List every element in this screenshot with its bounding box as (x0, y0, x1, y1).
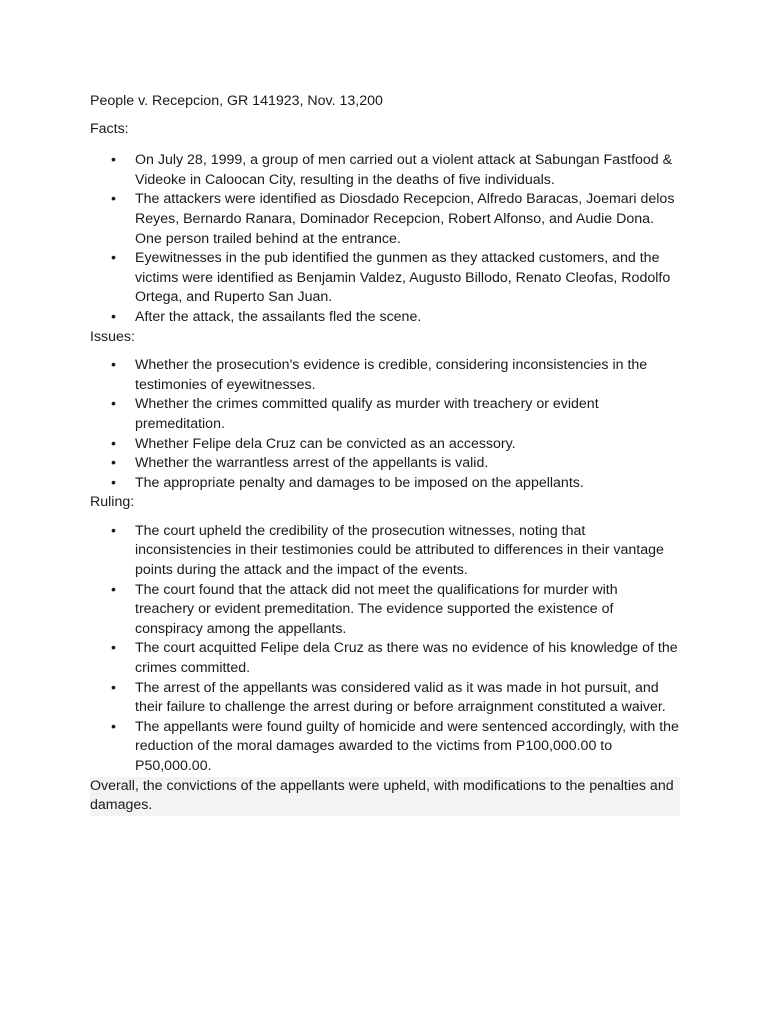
list-item (90, 718, 680, 777)
list-item-text: The court upheld the credibility of the prosecution witnesses, noting that inconsistencies in their testimonies could be attributed to differences in their vantage points during the attack and the impact of the events. (135, 522, 664, 579)
list-item (90, 639, 680, 678)
list-item (90, 308, 680, 328)
bullet-icon: • (111, 640, 116, 657)
list-item (90, 151, 680, 190)
list-item-text: Whether the warrantless arrest of the appellants is valid. (135, 455, 489, 472)
list-item (90, 522, 680, 581)
bullet-icon: • (111, 152, 116, 169)
list-item-text: The arrest of the appellants was considered valid as it was made in hot pursuit, and their failure to challenge the arrest during or before arraignment constituted a waiver. (135, 679, 666, 716)
list-item (90, 395, 680, 434)
document-title: People v. Recepcion, GR 141923, Nov. 13,200 (90, 93, 383, 109)
list-item (90, 454, 680, 474)
ruling-heading: Ruling: (90, 494, 135, 511)
list-item-text: The attackers were identified as Diosdado Recepcion, Alfredo Baracas, Joemari delos Reyes, Bernardo Ranara, Dominador Recepcion, Robert Alfonso, and Audie Dona. One person trailed behind at the entrance. (135, 191, 675, 247)
list-item (90, 356, 680, 395)
bullet-icon: • (111, 396, 116, 413)
list-item-text: Eyewitnesses in the pub identified the gunmen as they attacked customers, and the victims were identified as Benjamin Valdez, Augusto Billodo, Renato Cleofas, Rodolfo Ortega, and Ruperto San Juan. (135, 250, 671, 306)
list-item-text: Whether the crimes committed qualify as murder with treachery or evident premeditation. (135, 396, 599, 432)
bullet-icon: • (111, 250, 116, 267)
list-item (90, 581, 680, 640)
bullet-icon: • (111, 435, 116, 452)
list-item (90, 474, 680, 494)
bullet-icon: • (111, 718, 116, 735)
issues-heading: Issues: (90, 328, 135, 345)
list-item-text: The court found that the attack did not meet the qualifications for murder with treachery or evident premeditation. The evidence supported the existence of conspiracy among the appellants. (135, 581, 618, 637)
ruling-list (90, 522, 680, 777)
issues-list (90, 356, 680, 493)
list-item-text: The appropriate penalty and damages to be imposed on the appellants. (135, 474, 584, 491)
list-item-text: Whether the prosecution's evidence is credible, considering inconsistencies in the testimonies of eyewitnesses. (135, 357, 648, 393)
facts-heading: Facts: (90, 120, 129, 137)
list-item-text: The court acquitted Felipe dela Cruz as there was no evidence of his knowledge of the crimes committed. (135, 640, 678, 677)
bullet-icon: • (111, 679, 116, 696)
summary-paragraph: Overall, the convictions of the appellants were upheld, with modifications to the penalties and damages. (90, 777, 680, 816)
list-item (90, 435, 680, 455)
bullet-icon: • (111, 357, 116, 374)
bullet-icon: • (111, 455, 116, 472)
bullet-icon: • (111, 474, 116, 491)
list-item-text: After the attack, the assailants fled the scene. (135, 308, 422, 325)
document-page (90, 92, 680, 816)
list-item (90, 249, 680, 308)
bullet-icon: • (111, 191, 116, 208)
list-item-text: Whether Felipe dela Cruz can be convicted as an accessory. (135, 435, 516, 452)
facts-list (90, 151, 680, 327)
bullet-icon: • (111, 581, 116, 598)
list-item (90, 190, 680, 249)
list-item-text: The appellants were found guilty of homicide and were sentenced accordingly, with the reduction of the moral damages awarded to the victims from P100,000.00 to P50,000.00. (135, 718, 679, 774)
bullet-icon: • (111, 522, 116, 539)
list-item (90, 679, 680, 718)
list-item-text: On July 28, 1999, a group of men carried out a violent attack at Sabungan Fastfood & Videoke in Caloocan City, resulting in the deaths of five individuals. (135, 152, 673, 188)
bullet-icon: • (111, 308, 116, 325)
